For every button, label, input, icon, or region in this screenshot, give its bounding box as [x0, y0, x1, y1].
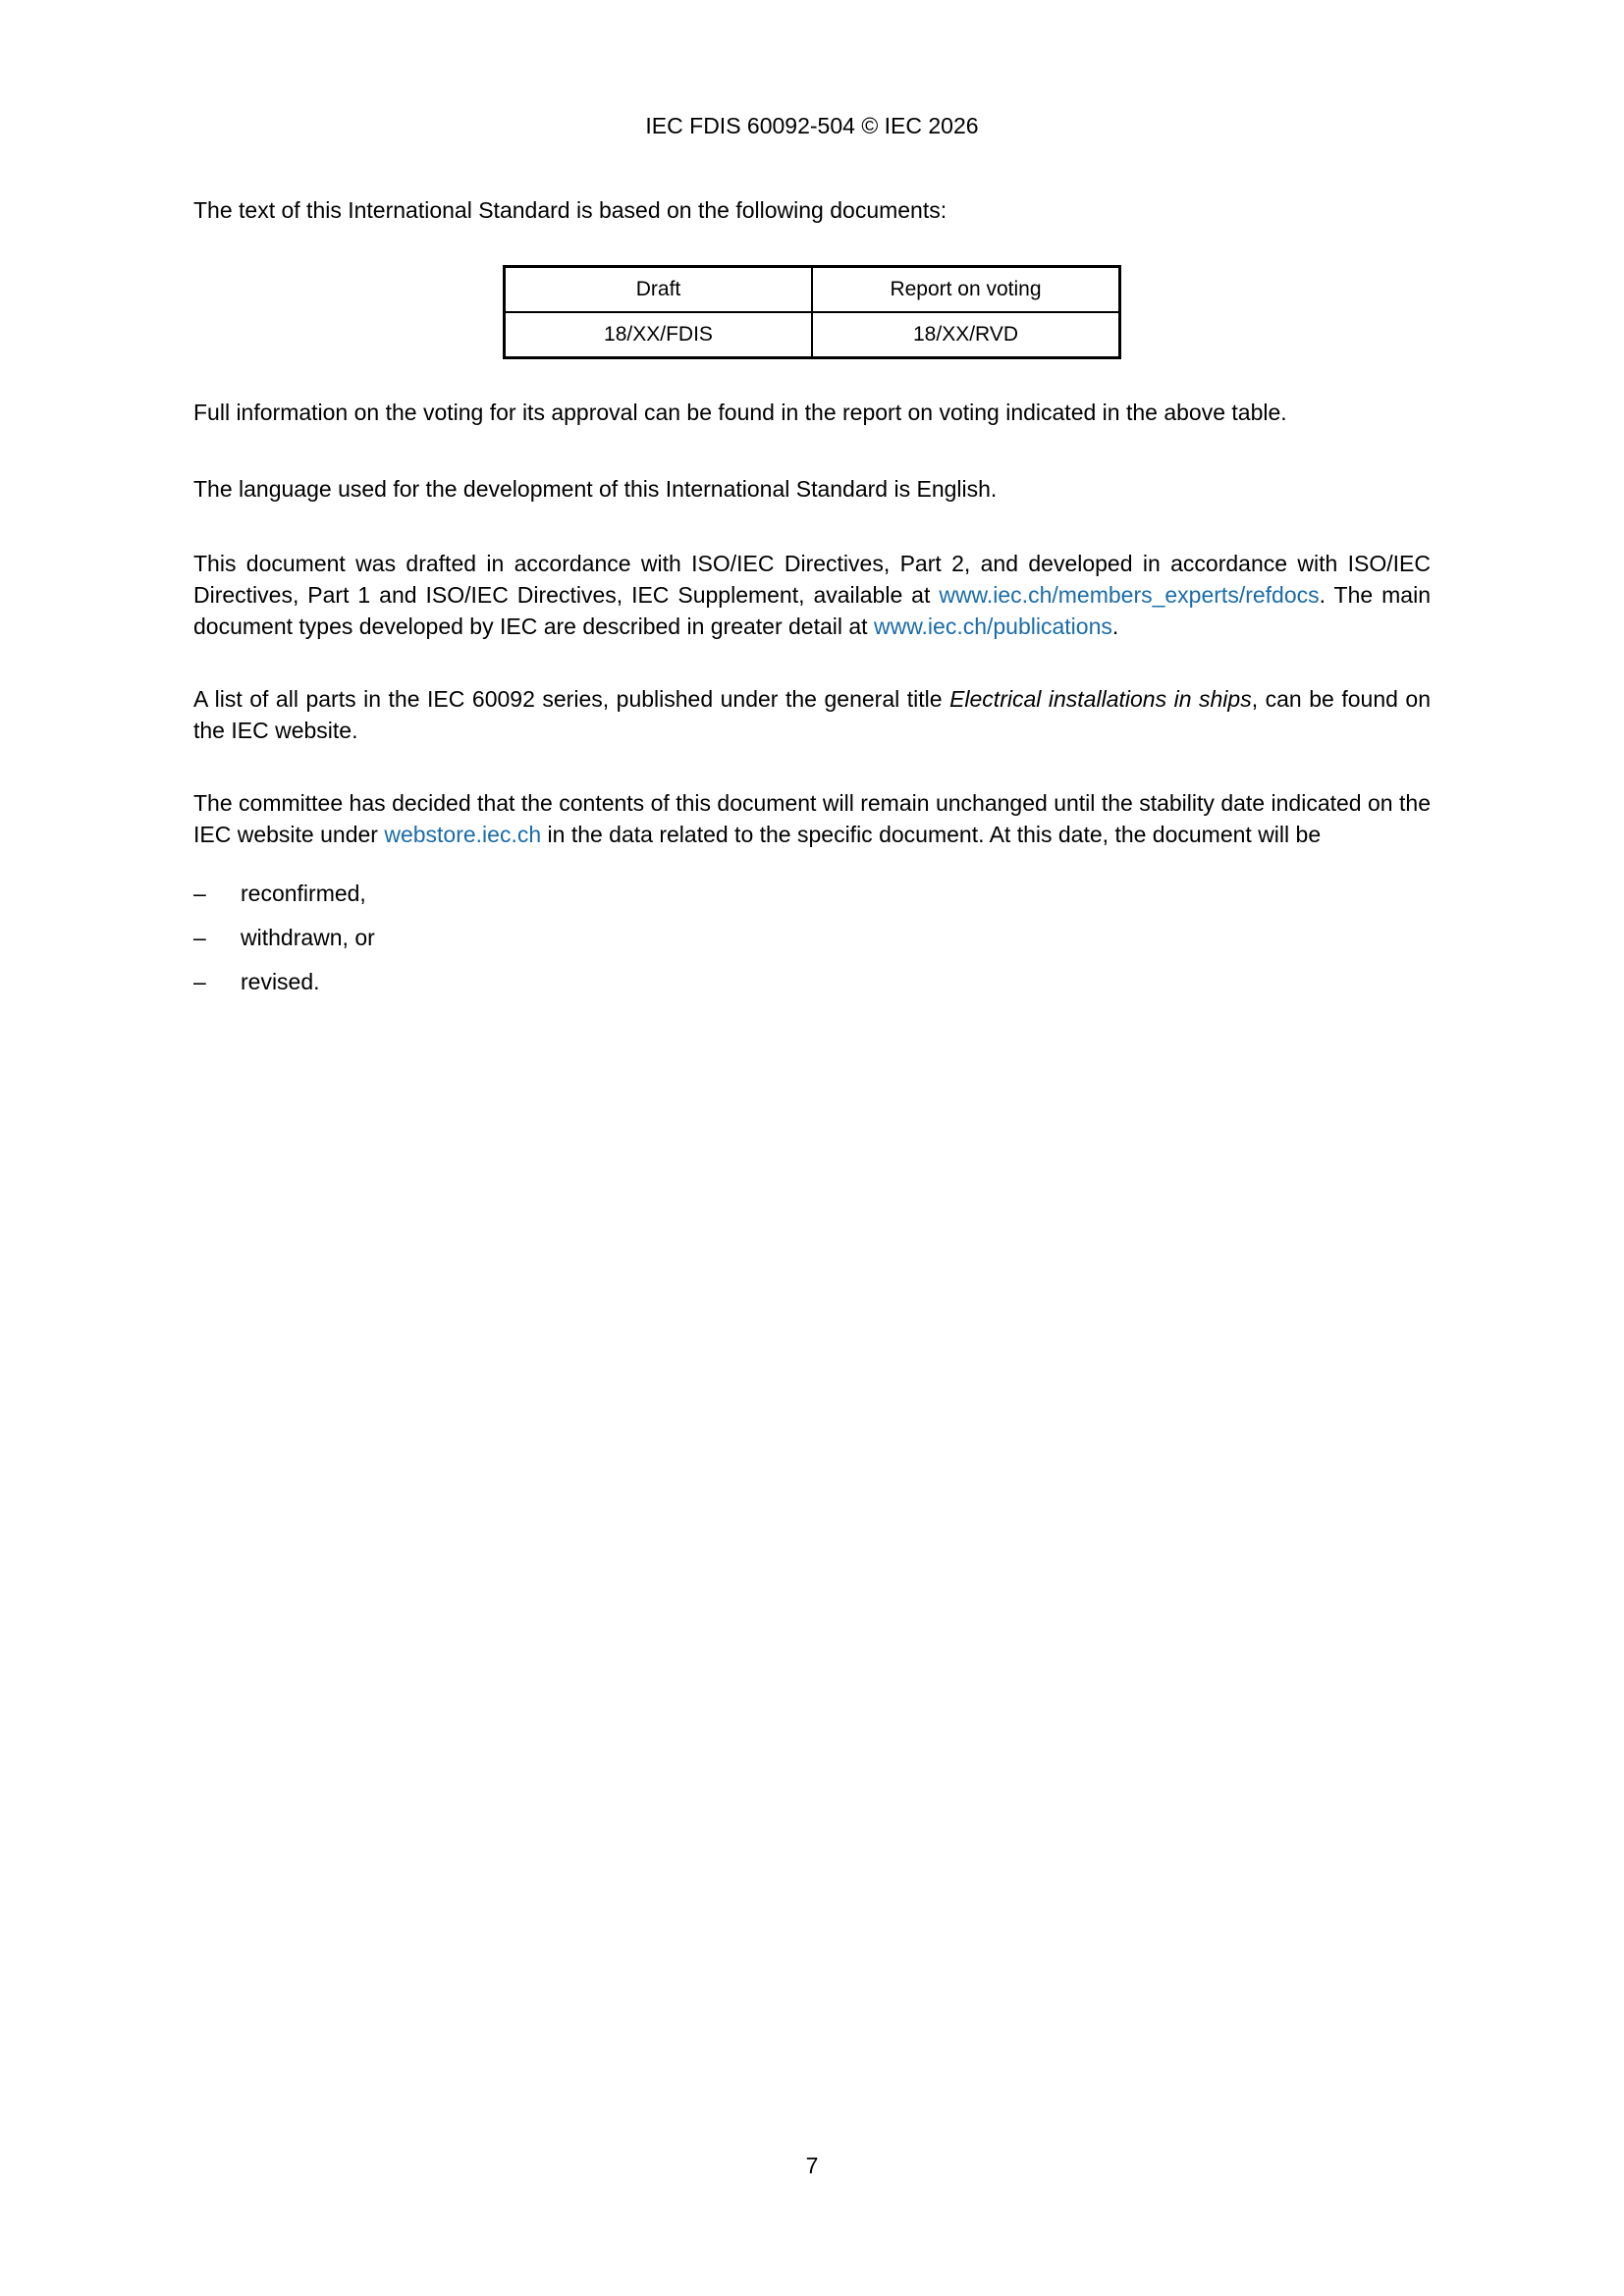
series-text-2: , can be found on the IEC website.: [193, 686, 1432, 743]
list-item: [193, 922, 1431, 953]
document-page: [193, 0, 1431, 2296]
directives-text-3: .: [1111, 614, 1119, 639]
directives-paragraph: [193, 548, 1431, 642]
list-item-withdrawn: withdrawn, or: [241, 925, 375, 950]
list-dash: –: [193, 881, 206, 906]
list-item: [193, 878, 1431, 909]
directives-text-1: This document was drafted in accordance with ISO/IEC Directives, Part 2, and developed in accordance with ISO/IEC Directives, Part 1 and ISO/IEC Directives, IEC Supplement, available at: [193, 551, 1431, 608]
voting-table-header-row: [505, 267, 1120, 313]
series-text-1: A list of all parts in the IEC 60092 series, published under the general title: [193, 686, 950, 712]
table-header-draft: Draft: [505, 267, 813, 313]
list-item: [193, 966, 1431, 997]
series-general-title: Electrical installations in ships: [949, 686, 1252, 712]
stability-paragraph: [193, 787, 1431, 850]
list-dash: –: [193, 969, 206, 994]
list-dash: –: [193, 925, 206, 950]
table-header-report-on-voting: Report on voting: [812, 267, 1120, 313]
stability-text-1: The committee has decided that the contents of this document will remain unchanged until the stability date indicated on the IEC website under: [193, 790, 1431, 847]
refdocs-link[interactable]: www.iec.ch/members_experts/refdocs: [939, 582, 1320, 608]
webstore-link[interactable]: webstore.iec.ch: [384, 822, 542, 847]
directives-text-2: . The main document types developed by IEC are described in greater detail at: [193, 582, 1431, 639]
language-paragraph: The language used for the development of this International Standard is English.: [193, 476, 998, 502]
table-cell-draft-value: 18/XX/FDIS: [505, 312, 813, 358]
list-item-revised: revised.: [241, 969, 320, 994]
stability-text-2: in the data related to the specific document. At this date, the document will be: [541, 822, 1322, 847]
outcome-list: [193, 878, 1431, 997]
voting-table: [503, 265, 1121, 359]
page-number: 7: [805, 2153, 819, 2178]
list-item-reconfirmed: reconfirmed,: [241, 881, 366, 906]
table-cell-report-value: 18/XX/RVD: [812, 312, 1120, 358]
voting-info-paragraph: Full information on the voting for its approval can be found in the report on voting indicated in the above table.: [193, 400, 1287, 425]
running-header: IEC FDIS 60092-504 © IEC 2026: [645, 113, 979, 138]
series-paragraph: [193, 683, 1431, 746]
intro-paragraph: The text of this International Standard is based on the following documents:: [193, 197, 947, 223]
voting-table-data-row: [505, 312, 1120, 358]
publications-link[interactable]: www.iec.ch/publications: [873, 614, 1112, 639]
